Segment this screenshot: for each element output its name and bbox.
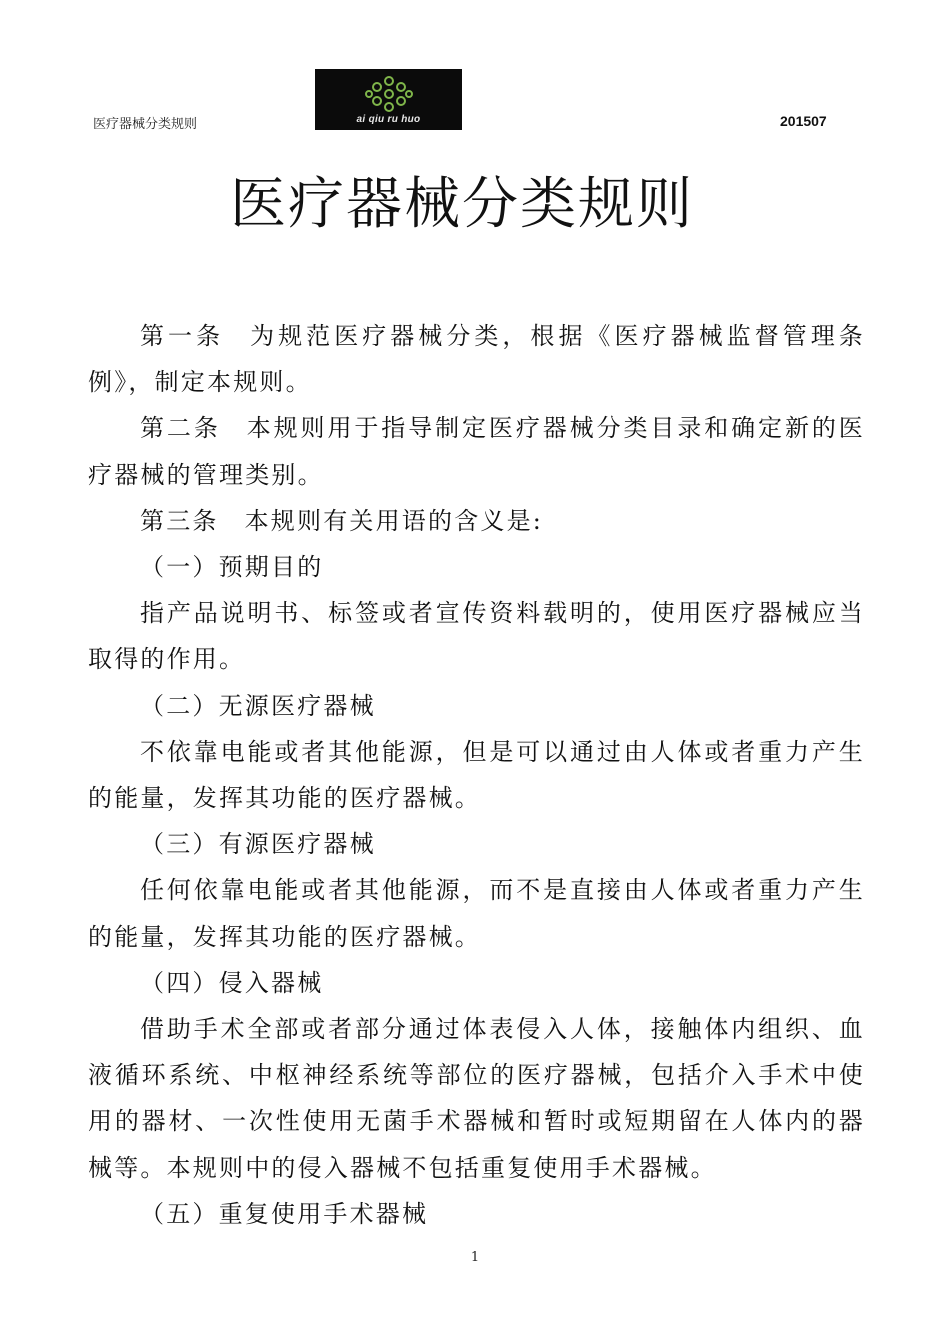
paragraph: 任何依靠电能或者其他能源，而不是直接由人体或者重力产生的能量，发挥其功能的医疗器械。	[88, 876, 865, 951]
paragraph-text: 为规范医疗器械分类，根据《医疗器械监督管理条例》，制定本规则。	[88, 322, 865, 397]
subheading: （一）预期目的	[140, 553, 324, 582]
header-version: 201507	[780, 113, 827, 129]
subheading: （三）有源医疗器械	[140, 830, 376, 859]
logo	[315, 69, 462, 130]
subheading: （四）侵入器械	[140, 968, 324, 997]
paragraph-text: 本规则用于指导制定医疗器械分类目录和确定新的医疗器械的管理类别。	[88, 414, 865, 489]
paragraph: 指产品说明书、标签或者宣传资料载明的，使用医疗器械应当取得的作用。	[88, 599, 865, 674]
paragraph	[88, 313, 865, 405]
paragraph	[88, 405, 865, 497]
page-number: 1	[470, 1250, 480, 1265]
article-number: 第三条	[140, 506, 219, 535]
paragraph: 借助手术全部或者部分通过体表侵入人体，接触体内组织、血液循环系统、中枢神经系统等部位的医疗器械，包括介入手术中使用的器材、一次性使用无菌手术器械和暂时或短期留在人体内的器械等。本规则中的侵入器械不包括重复使用手术器械。	[88, 1015, 865, 1182]
document-body	[88, 313, 865, 1237]
page-title: 医疗器械分类规则	[230, 172, 694, 237]
article-number: 第二条	[140, 414, 221, 443]
article-number: 第一条	[140, 322, 225, 350]
header-document-title: 医疗器械分类规则	[93, 117, 198, 132]
subheading: （二）无源医疗器械	[140, 691, 376, 720]
flower-ornament-icon	[363, 73, 415, 115]
logo-text: ai qiu ru huo	[356, 114, 421, 125]
paragraph-text: 本规则有关用语的含义是:	[244, 506, 544, 535]
subheading: （五）重复使用手术器械	[140, 1199, 429, 1228]
paragraph: 不依靠电能或者其他能源，但是可以通过由人体或者重力产生的能量，发挥其功能的医疗器械。	[88, 737, 865, 813]
paragraph	[88, 498, 865, 544]
